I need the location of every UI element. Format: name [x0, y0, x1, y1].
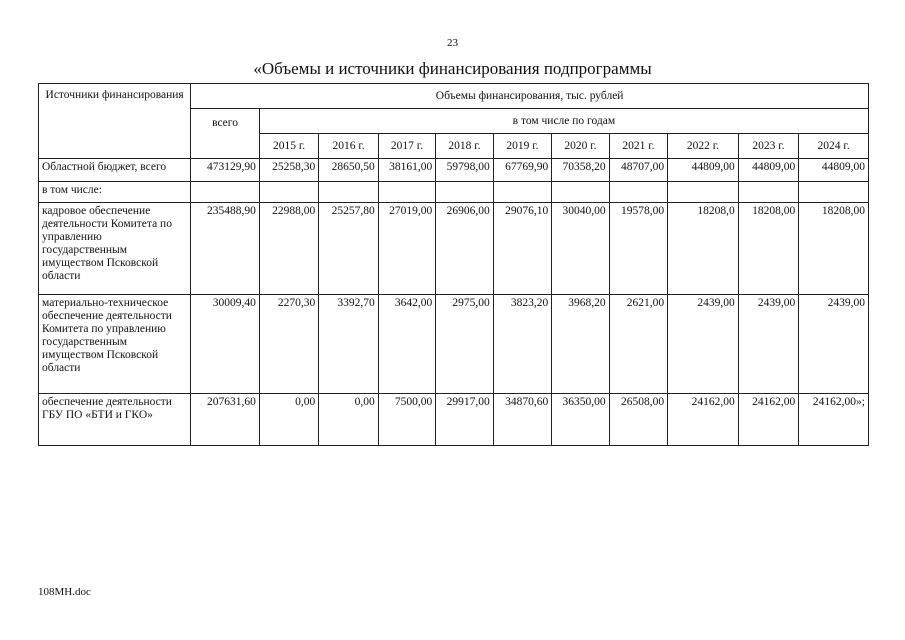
page-number: 23 — [447, 37, 458, 49]
table-cell: 22988,00 — [259, 203, 318, 295]
table-cell: 38161,00 — [378, 159, 435, 182]
table-cell — [319, 182, 378, 203]
header-year: 2020 г. — [552, 134, 609, 159]
table-cell: 44809,00 — [668, 159, 739, 182]
header-sources: Источники финансирования — [39, 84, 191, 159]
table-cell — [738, 182, 799, 203]
table-cell: 2439,00 — [668, 295, 739, 394]
table-cell: 18208,0 — [668, 203, 739, 295]
table-cell: 24162,00 — [738, 394, 799, 446]
header-year: 2016 г. — [319, 134, 378, 159]
table-cell: 0,00 — [259, 394, 318, 446]
header-volumes: Объемы финансирования, тыс. рублей — [191, 84, 869, 109]
table-cell — [259, 182, 318, 203]
table-cell: 3392,70 — [319, 295, 378, 394]
header-year: 2015 г. — [259, 134, 318, 159]
table-cell: 28650,50 — [319, 159, 378, 182]
cell-total: 30009,40 — [191, 295, 260, 394]
table-cell: 30040,00 — [552, 203, 609, 295]
table-row — [39, 159, 869, 182]
table-cell: 48707,00 — [609, 159, 667, 182]
table-cell: 2621,00 — [609, 295, 667, 394]
table-cell: 70358,20 — [552, 159, 609, 182]
row-label: обеспечение деятельности ГБУ ПО «БТИ и ГКО» — [39, 394, 191, 446]
table-cell — [493, 182, 551, 203]
header-year: 2024 г. — [799, 134, 869, 159]
header-by-years: в том числе по годам — [259, 109, 868, 134]
table-cell: 67769,90 — [493, 159, 551, 182]
table-cell: 24162,00 — [668, 394, 739, 446]
table-cell — [552, 182, 609, 203]
cell-total: 207631,60 — [191, 394, 260, 446]
table-cell — [436, 182, 493, 203]
table-cell: 29076,10 — [493, 203, 551, 295]
table-row — [39, 182, 869, 203]
table-cell: 2439,00 — [738, 295, 799, 394]
table-cell: 25258,30 — [259, 159, 318, 182]
table-cell: 26906,00 — [436, 203, 493, 295]
table-cell: 59798,00 — [436, 159, 493, 182]
table-cell: 34870,60 — [493, 394, 551, 446]
table-cell: 7500,00 — [378, 394, 435, 446]
table-cell: 36350,00 — [552, 394, 609, 446]
table-cell: 2975,00 — [436, 295, 493, 394]
cell-total: 473129,90 — [191, 159, 260, 182]
table-cell: 19578,00 — [609, 203, 667, 295]
table-cell: 3968,20 — [552, 295, 609, 394]
table-row — [39, 394, 869, 446]
header-year: 2022 г. — [668, 134, 739, 159]
table-cell: 2439,00 — [799, 295, 869, 394]
table-cell: 18208,00 — [738, 203, 799, 295]
table-cell — [378, 182, 435, 203]
footer-filename: 108МН.doc — [38, 586, 91, 598]
table-cell: 44809,00 — [799, 159, 869, 182]
header-year: 2021 г. — [609, 134, 667, 159]
table-cell: 27019,00 — [378, 203, 435, 295]
header-year: 2019 г. — [493, 134, 551, 159]
financing-table — [38, 83, 869, 446]
table-cell — [668, 182, 739, 203]
header-year: 2023 г. — [738, 134, 799, 159]
document-title: «Объемы и источники финансирования подпрограммы — [253, 59, 652, 78]
table-cell: 24162,00»; — [799, 394, 869, 446]
table-cell: 25257,80 — [319, 203, 378, 295]
row-label: в том числе: — [39, 182, 191, 203]
table-row — [39, 203, 869, 295]
table-cell — [609, 182, 667, 203]
table-cell — [191, 182, 260, 203]
table-cell — [799, 182, 869, 203]
table-cell: 26508,00 — [609, 394, 667, 446]
table-cell: 0,00 — [319, 394, 378, 446]
table-cell: 44809,00 — [738, 159, 799, 182]
table-cell: 18208,00 — [799, 203, 869, 295]
table-cell: 3642,00 — [378, 295, 435, 394]
header-year: 2017 г. — [378, 134, 435, 159]
row-label: кадровое обеспечение деятельности Комитета по управлению государственным имуществом Псковской области — [39, 203, 191, 295]
row-label: Областной бюджет, всего — [39, 159, 191, 182]
table-cell: 29917,00 — [436, 394, 493, 446]
header-year: 2018 г. — [436, 134, 493, 159]
table-row — [39, 295, 869, 394]
header-total: всего — [191, 109, 260, 159]
cell-total: 235488,90 — [191, 203, 260, 295]
table-cell: 3823,20 — [493, 295, 551, 394]
table-cell: 2270,30 — [259, 295, 318, 394]
row-label: материально-техническое обеспечение деятельности Комитета по управлению государственным имуществом Псковской области — [39, 295, 191, 394]
